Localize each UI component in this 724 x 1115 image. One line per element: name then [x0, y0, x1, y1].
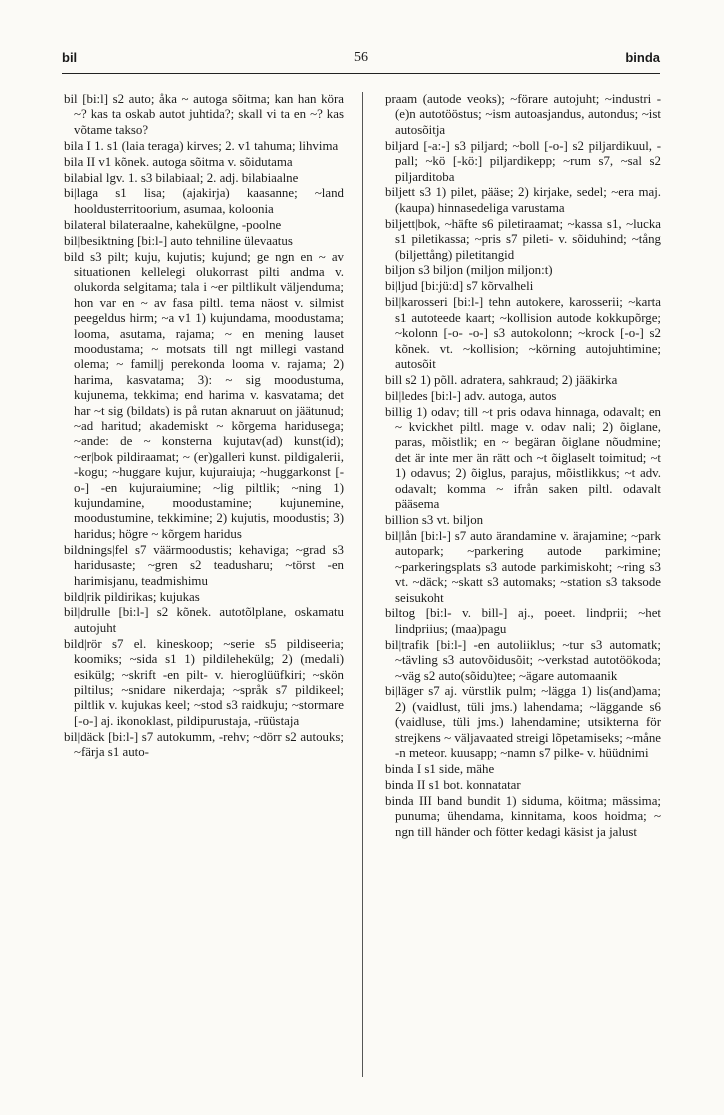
dictionary-entry: bild s3 pilt; kuju, kujutis; kujund; ge ngn en ~ av situationen kellelegi olukorrast pilti andma v. olukorda selgitama; tala i ~er piltlikult väljenduma; hon var en ~ av fasa piltl. tema näost v. silmist peegeldus hirm; ~a v1 1) kujundama, moodustama; looma, asutama, rajama; ~ en mening lauset moodustama; ~ motsats till ngt millegi vastand olema; ~ famil|j perekonda looma v. rajama; 2) harima, kasvatama; 3): ~ sig moodustuma, kujunema, tekkima; end harima v. kasvatama; det har ~t sig (bildats) is på rutan aknaruut on jäätunud; ~ad haritud; akademiskt ~ kõrgema haridusega; ~ande: de ~ konsterna kujutav(ad) kunst(id); ~er|bok pildiraamat; ~ (er)galleri kunst. pildigalerii, -kogu; ~huggare kujur, kujuraiuja; ~huggarkonst [-o-] -en kujuraiumine; ~lig piltlik; ~ning 1) kujundamine, moodustamine; kujunemine, moodustumine, tekkimine; 2) kujutis, moodustis; 3) haridus; högre ~ kõrgem haridus [64, 249, 344, 541]
dictionary-entry: biljon s3 biljon (miljon miljon:t) [385, 263, 553, 278]
dictionary-entry: bila I 1. s1 (laia teraga) kirves; 2. v1 tahuma; lihvima [64, 138, 339, 153]
dictionary-entry: praam (autode veoks); ~förare autojuht; ~industri -(e)n autotööstus; ~ism autoasjandus, autondus; ~ist autosõitja [385, 92, 661, 137]
right-column [385, 92, 661, 1075]
dictionary-entry: bil|lån [bi:l-] s7 auto ärandamine v. ärajamine; ~park autopark; ~parkering autode parkimine; ~parkeringsplats s3 autode parkimiskoht; ~ring s3 vt. ~däck; ~skatt s3 automaks; ~station s3 taksode seisukoht [385, 528, 661, 605]
dictionary-entry: bil|karosseri [bi:l-] tehn autokere, karosserii; ~karta s1 autoteede kaart; ~kollision autode kokkupõrge; ~kolonn [-o- -o-] s3 autokolonn; ~krock [-o-] s2 kõnek. vt. ~kollision; ~körning autojuhtimine; autosõit [385, 295, 661, 371]
left-column [64, 92, 344, 1075]
dictionary-entry: biljard [-a:-] s3 piljard; ~boll [-o-] s2 piljardikuul, -pall; ~kö [-kö:] piljardikepp; ~rum s7, ~sal s2 piljarditoba [385, 138, 661, 184]
dictionary-entry: bi|ljud [bi:jü:d] s7 kõrvalheli [385, 279, 534, 294]
header-guide-word-right: binda [625, 50, 660, 65]
dictionary-entry: binda III band bundit 1) siduma, köitma; mässima; punuma; ühendama, kinnitama, koos hoidma; ~ ngn till händer och fötter kedagi käsist ja jalust [385, 793, 661, 839]
dictionary-entry: bill s2 1) põll. adratera, sahkraud; 2) jääkirka [385, 372, 618, 387]
header-guide-word-left: bil [62, 50, 78, 65]
dictionary-entry: bild|rik pildirikas; kujukas [64, 589, 200, 604]
dictionary-entry: bildnings|fel s7 väärmoodustis; kehaviga; ~grad s3 haridusaste; ~gren s2 teadusharu; ~törst -en harimisjanu, teadmishimu [64, 542, 344, 588]
dictionary-entry: bil|ledes [bi:l-] adv. autoga, autos [385, 388, 557, 403]
dictionary-entry: bi|läger s7 aj. vürstlik pulm; ~lägga 1) lis(and)ama; 2) (vaidlust, tüli jms.) lahendama; ~läggande s6 (vaidluse, tüli jms.) lahendamine; utsikterna för strejkens ~ väljavaated streigi lõpetamiseks; ~måne -n meteor. kuusapp; ~namn s7 pilke- v. hüüdnimi [385, 684, 661, 761]
dictionary-entry: bil|besiktning [bi:l-] auto tehniline ülevaatus [64, 233, 293, 248]
dictionary-entry: biljett|bok, ~häfte s6 piletiraamat; ~kassa s1, ~lucka s1 piletikassa; ~pris s7 pileti- v. sõiduhind; ~tång (biljettång) piletitangid [385, 216, 661, 262]
dictionary-entry: bilateral bilateraalne, kahekülgne, -poolne [64, 217, 282, 232]
dictionary-entry: billion s3 vt. biljon [385, 512, 484, 527]
column-separator [362, 92, 363, 1077]
dictionary-entry: bila II v1 kõnek. autoga sõitma v. sõidutama [64, 154, 293, 169]
dictionary-entry: biljett s3 1) pilet, pääse; 2) kirjake, sedel; ~era maj. (kaupa) hinnasedeliga varustama [385, 185, 661, 215]
dictionary-entry: biltog [bi:l- v. bill-] aj., poeet. lindprii; ~het lindpriius; (maa)pagu [385, 606, 661, 636]
dictionary-entry: binda II s1 bot. konnatatar [385, 777, 521, 792]
dictionary-entry: bil [bi:l] s2 auto; åka ~ autoga sõitma; kan han köra ~? kas ta oskab autot juhtida?; skall vi ta en ~? kas võtame takso? [64, 92, 344, 137]
dictionary-entry: bild|rör s7 el. kineskoop; ~serie s5 pildiseeria; koomiks; ~sida s1 1) pildilehekülg; 2) (medali) esikülg; ~skrift -en pilt- v. hieroglüüfkiri; ~skön piltilus; ~snidare nikerdaja; ~språk s7 pildikeel; piltlik v. kujukas keel; ~stod s3 raidkuju; ~stormare [-o-] aj. ikonoklast, pildipurustaja, -rüüstaja [64, 636, 344, 728]
dictionary-entry: bilabial lgv. 1. s3 bilabiaal; 2. adj. bilabiaalne [64, 170, 299, 185]
dictionary-entry: bil|drulle [bi:l-] s2 kõnek. autotõlplane, oskamatu autojuht [64, 605, 344, 635]
running-header [62, 50, 660, 72]
dictionary-entry: bil|däck [bi:l-] s7 autokumm, -rehv; ~dörr s2 autouks; ~färja s1 auto- [64, 729, 344, 760]
page-number: 56 [354, 50, 368, 65]
dictionary-entry: binda I s1 side, mähe [385, 761, 495, 776]
header-rule [62, 73, 660, 74]
dictionary-entry: bil|trafik [bi:l-] -en autoliiklus; ~tur s3 automatk; ~tävling s3 autovõidusõit; ~verkstad autotöökoda; ~väg s2 auto(sõidu)tee; ~ägare automaanik [385, 637, 661, 683]
dictionary-entry: billig 1) odav; till ~t pris odava hinnaga, odavalt; en ~ kvickhet piltl. mage v. odav nali; 2) õiglane, paras, mõistlik; en ~ begäran õiglane nõudmine; det är inte mer än rätt och ~t õiglaselt toimitud; ~t 1) odavus; 2) õiglus, parajus, mõistlikkus; ~t adv. odavalt; komma ~ ifrån saken piltl. odavalt pääsema [385, 404, 661, 512]
dictionary-entry: bi|laga s1 lisa; (ajakirja) kaasanne; ~land hooldusterritoorium, asumaa, koloonia [64, 186, 344, 216]
